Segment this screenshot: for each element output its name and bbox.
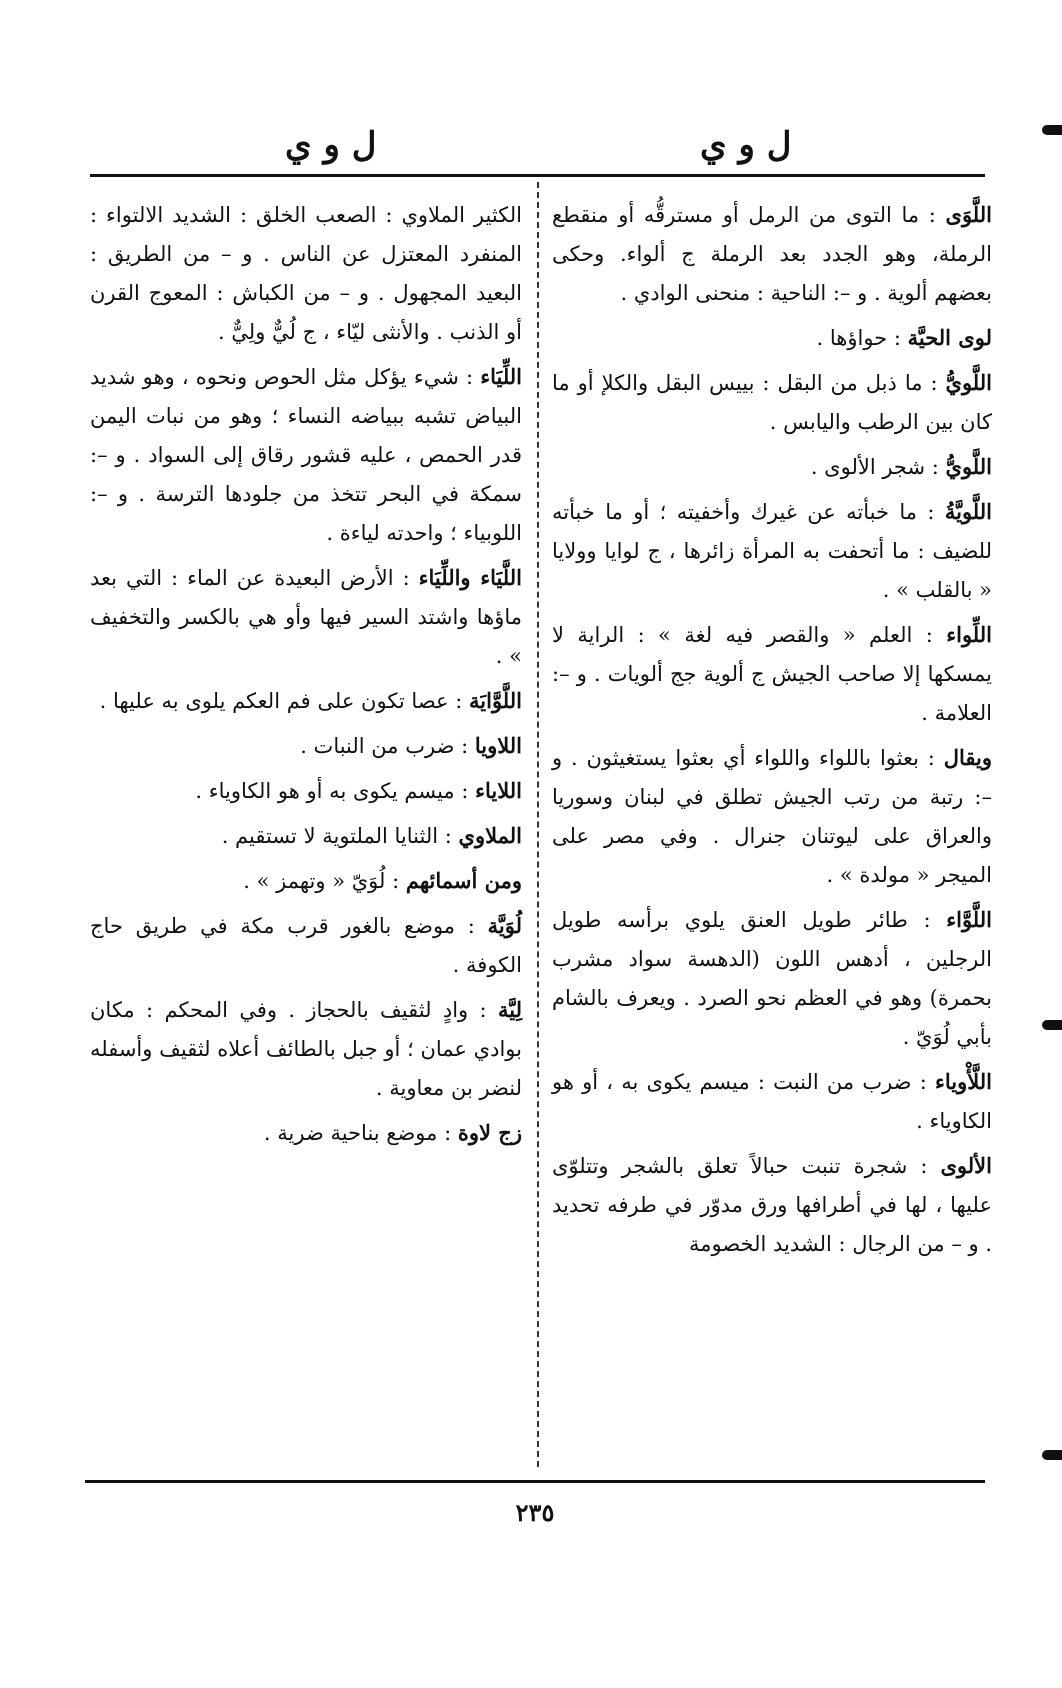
entry-definition: : وادٍ لثقيف بالحجاز . وفي المحكم : مكان بوادي عمان ؛ أو جبل بالطائف أعلاه لثقيف وأسفله لنضر بن معاوية .	[90, 998, 522, 1100]
margin-mark	[1042, 1020, 1062, 1030]
entry-definition: : عصا تكون على فم العكم يلوى به عليها .	[99, 689, 463, 713]
entry-definition: : الأرض البعيدة عن الماء : التي بعد ماؤها واشتد السير فيها وأو هي بالكسر والتخفيف » .	[90, 566, 522, 668]
entry-headword: اللاويا	[474, 733, 522, 758]
entry	[90, 816, 522, 856]
entry-definition: : ضرب من النبات .	[300, 734, 469, 758]
entry-headword: اللِّواء	[946, 622, 992, 647]
entry-definition: : شجرة تنبت حبالاً تعلق بالشجر وتتلوّى عليها ، لها في أطرافها ورق مدوّر في طرفه تحديد . و – من الرجال : الشديد الخصومة	[552, 1154, 992, 1256]
entry-headword: لِيَّة	[498, 997, 522, 1022]
entry	[552, 1146, 992, 1264]
entry-headword: اللِّيَاء	[480, 364, 522, 389]
entry-headword: اللَّأْوياء	[934, 1069, 992, 1094]
entry-headword: زج لاوة	[457, 1120, 522, 1145]
entry-headword: اللَّوَى	[945, 202, 992, 227]
bottom-rule	[85, 1480, 985, 1483]
right-column-header: ل و ي	[700, 125, 792, 165]
entry	[552, 738, 992, 895]
entry	[552, 900, 992, 1057]
entry-headword: لوى الحيَّة	[907, 325, 992, 350]
entry	[552, 1062, 992, 1141]
entry-headword: اللَّويُّ	[945, 454, 992, 479]
right-column	[552, 195, 992, 1269]
entry-definition: : ما التوى من الرمل أو مسترقُّه أو منقطع الرملة، وهو الجدد بعد الرملة ج ألواء. وحكى بعضهم ألوية . و –: الناحية : منحنى الوادي .	[552, 203, 992, 305]
column-divider	[537, 182, 539, 1467]
entry-headword: اللَّويَّةُ	[944, 499, 992, 524]
page-number: ٢٣٥	[515, 1498, 555, 1527]
entry-definition: : طائر طويل العنق يلوي برأسه طويل الرجلين ، أدهس اللون (الدهسة سواد مشرب بحمرة) وهو في العظم نحو الصرد . ويعرف بالشام بأبي لُوَيّ .	[552, 908, 992, 1049]
entry-definition: : ما ذبل من البقل : بييس البقل والكلإ أو ما كان بين الرطب واليابس .	[552, 371, 992, 434]
entry-definition: : ما خبأته عن غيرك وأخفيته ؛ أو ما خبأته للضيف : ما أتحفت به المرأة زائرها ، ج لوايا وولايا « بالقلب » .	[552, 500, 992, 602]
entry	[552, 318, 992, 358]
entry-definition: : موضع بالغور قرب مكة في طريق حاج الكوفة .	[90, 914, 522, 977]
entry-definition: : موضع بناحية ضرية .	[263, 1121, 452, 1145]
entry	[552, 195, 992, 313]
entry-definition: : شيء يؤكل مثل الحوص ونحوه ، وهو شديد البياض تشبه ببياضه النساء ؛ وهو من نبات اليمن قدر الحمص ، عليه قشور رقاق إلى السواد . و –: سمكة في البحر تتخذ من جلودها الترسة . و –: اللوبياء ؛ واحدته لياءة .	[90, 365, 522, 545]
entry	[90, 990, 522, 1108]
entry-definition: : لُوَيّ « وتهمز » .	[243, 869, 400, 893]
margin-mark	[1042, 125, 1062, 135]
entry	[552, 447, 992, 487]
entry	[90, 1113, 522, 1153]
top-rule	[90, 174, 985, 177]
entry-headword: اللَّويُّ	[945, 370, 992, 395]
entry	[90, 558, 522, 676]
entry-definition: : شجر الألوى .	[810, 455, 939, 479]
entry	[90, 906, 522, 985]
entry	[90, 357, 522, 553]
entry-headword: ويقال	[943, 745, 992, 770]
entry-headword: ومن أسمائهم	[405, 868, 522, 893]
entry-headword: اللَّيَاء واللِّيَاء	[418, 565, 522, 590]
entry-definition: : ضرب من النبت : ميسم يكوى به ، أو هو الكاوياء .	[552, 1070, 992, 1133]
entry-definition: : العلم « والقصر فيه لغة » : الراية لا يمسكها إلا صاحب الجيش ج ألوية جج ألويات . و –: العلامة .	[552, 623, 992, 725]
entry-headword: الملاوي	[458, 823, 522, 848]
entry	[552, 492, 992, 610]
entry-definition: : الثنايا الملتوية لا تستقيم .	[221, 824, 452, 848]
entry-headword: الألوى	[940, 1153, 992, 1178]
margin-mark	[1042, 1450, 1062, 1460]
entry-definition: : ميسم يكوى به أو هو الكاوياء .	[195, 779, 469, 803]
entry-definition: الكثير الملاوي : الصعب الخلق : الشديد الالتواء : المنفرد المعتزل عن الناس . و – من الطريق : البعيد المجهول . و – من الكباش : المعوج القرن أو الذنب . والأنثى ليّاء ، ج لُيٌّ ولِيٌّ .	[90, 203, 522, 344]
entry-headword: اللَّوَّايَة	[469, 688, 522, 713]
entry-headword: اللاياء	[475, 778, 522, 803]
entry	[552, 363, 992, 442]
entry-definition: : حواؤها .	[816, 326, 901, 350]
entry	[90, 195, 522, 352]
entry	[90, 861, 522, 901]
left-column	[90, 195, 522, 1158]
entry	[90, 681, 522, 721]
entry-headword: لُوَيَّة	[487, 913, 522, 938]
entry-headword: اللَّوَّاء	[946, 907, 992, 932]
entry	[90, 771, 522, 811]
entry	[90, 726, 522, 766]
entry-definition: : بعثوا باللواء واللواء أي بعثوا يستغيثون . و –: رتبة من رتب الجيش تطلق في لبنان وسوريا والعراق على ليوتنان جنرال . وفي مصر على الميجر « مولدة » .	[552, 746, 992, 887]
entry	[552, 615, 992, 733]
left-column-header: ل و ي	[285, 125, 377, 165]
